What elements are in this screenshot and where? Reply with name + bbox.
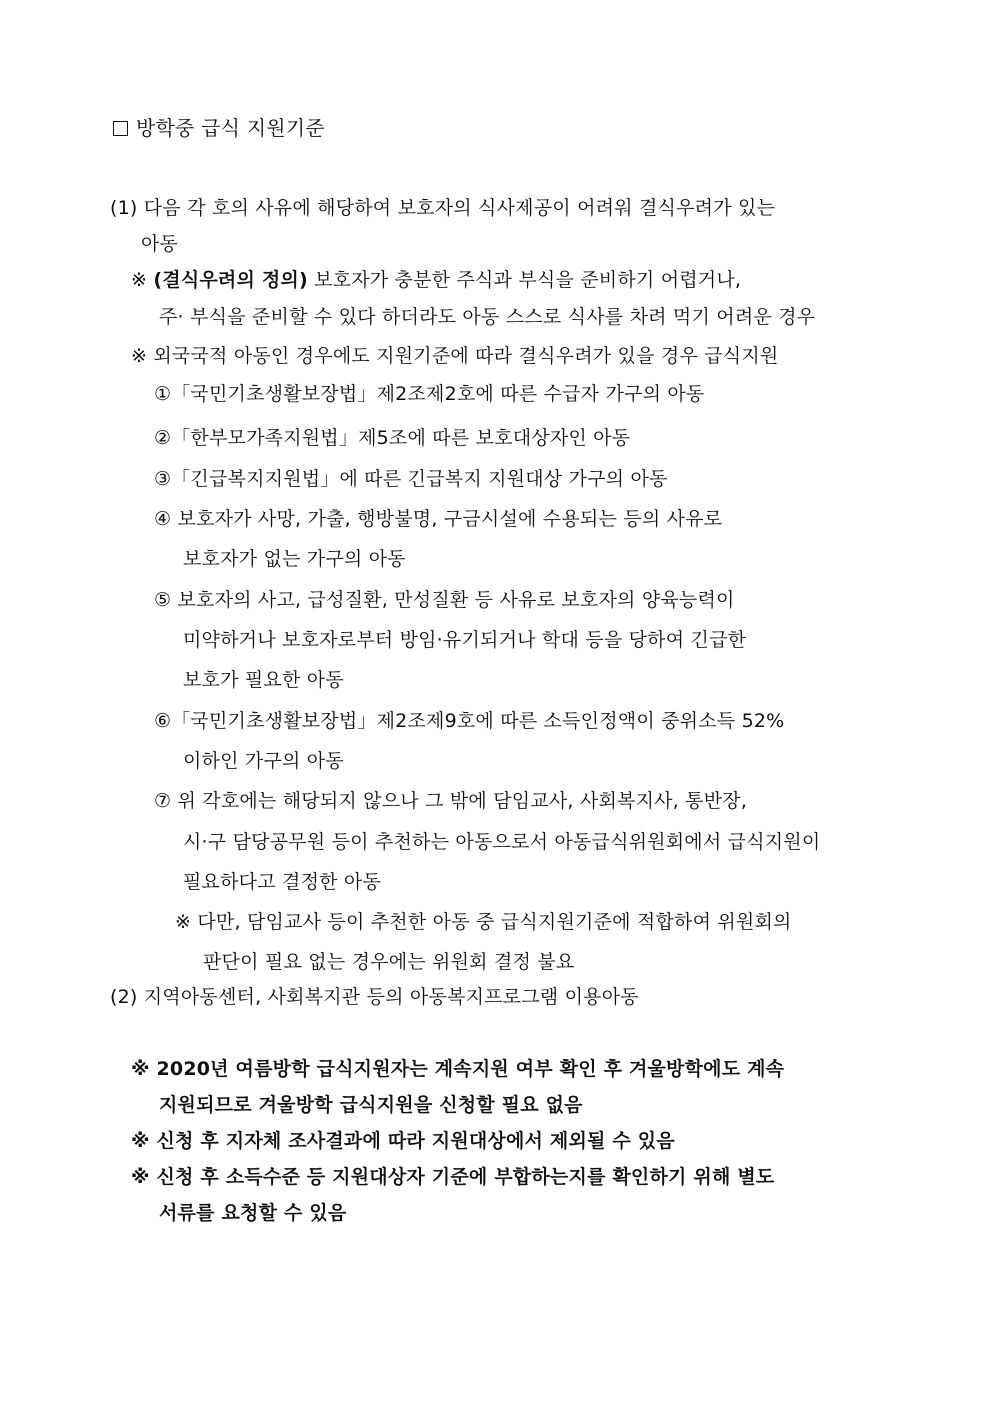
item-4-line-1: ④ 보호자가 사망, 가출, 행방불명, 구금시설에 수용되는 등의 사유로 xyxy=(154,508,723,530)
definition-text-1: 보호자가 충분한 주식과 부식을 준비하기 어렵거나, xyxy=(307,269,742,291)
section-title xyxy=(113,116,325,140)
definition-line-2: 주· 부식을 준비할 수 있다 하더라도 아동 스스로 식사를 차려 먹기 어려운 경우 xyxy=(159,306,816,328)
item-2-line-1: ②「한부모가족지원법」제5조에 따른 보호대상자인 아동 xyxy=(154,427,631,449)
item-4-line-2: 보호자가 없는 가구의 아동 xyxy=(183,548,406,570)
item-7-line-1: ⑦ 위 각호에는 해당되지 않으나 그 밖에 담임교사, 사회복지사, 통반장, xyxy=(154,790,748,812)
item-7-line-2: 시·구 담당공무원 등이 추천하는 아동으로서 아동급식위원회에서 급식지원이 xyxy=(183,831,821,853)
definition-line-1 xyxy=(131,268,741,292)
item-6-line-1: ⑥「국민기초생활보장법」제2조제9호에 따른 소득인정액이 중위소득 52% xyxy=(154,710,785,732)
item-7-note-line-1: ※ 다만, 담임교사 등이 추천한 아동 중 급식지원기준에 적합하여 위원회의 xyxy=(175,911,792,933)
item-7-line-3: 필요하다고 결정한 아동 xyxy=(183,871,382,893)
foreign-child-note: ※ 외국국적 아동인 경우에도 지원기준에 따라 결식우려가 있을 경우 급식지원 xyxy=(131,345,779,367)
definition-label: (결식우려의 정의) xyxy=(153,269,308,291)
item-6-line-2: 이하인 가구의 아동 xyxy=(183,750,344,772)
criterion-1-line-2: 아동 xyxy=(141,233,179,255)
item-5-line-2: 미약하거나 보호자로부터 방임·유기되거나 학대 등을 당하여 긴급한 xyxy=(183,629,747,651)
note-3-line-1: ※ 신청 후 소득수준 등 지원대상자 기준에 부합하는지를 확인하기 위해 별도 xyxy=(131,1166,775,1188)
item-5-line-1: ⑤ 보호자의 사고, 급성질환, 만성질환 등 사유로 보호자의 양육능력이 xyxy=(154,589,735,611)
note-1-line-2: 지원되므로 겨울방학 급식지원을 신청할 필요 없음 xyxy=(159,1094,583,1116)
reference-mark: ※ xyxy=(131,269,148,291)
note-1-line-1: ※ 2020년 여름방학 급식지원자는 계속지원 여부 확인 후 겨울방학에도 계속 xyxy=(131,1058,785,1080)
item-7-note-line-2: 판단이 필요 없는 경우에는 위원회 결정 불요 xyxy=(203,951,575,973)
item-1-line-1: ①「국민기초생활보장법」제2조제2호에 따른 수급자 가구의 아동 xyxy=(154,383,705,405)
section-title-text: 방학중 급식 지원기준 xyxy=(136,116,325,140)
criterion-1-line-1: (1) 다음 각 호의 사유에 해당하여 보호자의 식사제공이 어려워 결식우려가 있는 xyxy=(110,197,776,219)
checkbox-square-icon xyxy=(113,121,128,136)
item-5-line-3: 보호가 필요한 아동 xyxy=(183,669,344,691)
note-3-line-2: 서류를 요청할 수 있음 xyxy=(159,1202,347,1224)
criterion-2: (2) 지역아동센터, 사회복지관 등의 아동복지프로그램 이용아동 xyxy=(110,986,639,1008)
note-2-line-1: ※ 신청 후 지자체 조사결과에 따라 지원대상에서 제외될 수 있음 xyxy=(131,1130,675,1152)
item-3-line-1: ③「긴급복지지원법」에 따른 긴급복지 지원대상 가구의 아동 xyxy=(154,468,668,490)
